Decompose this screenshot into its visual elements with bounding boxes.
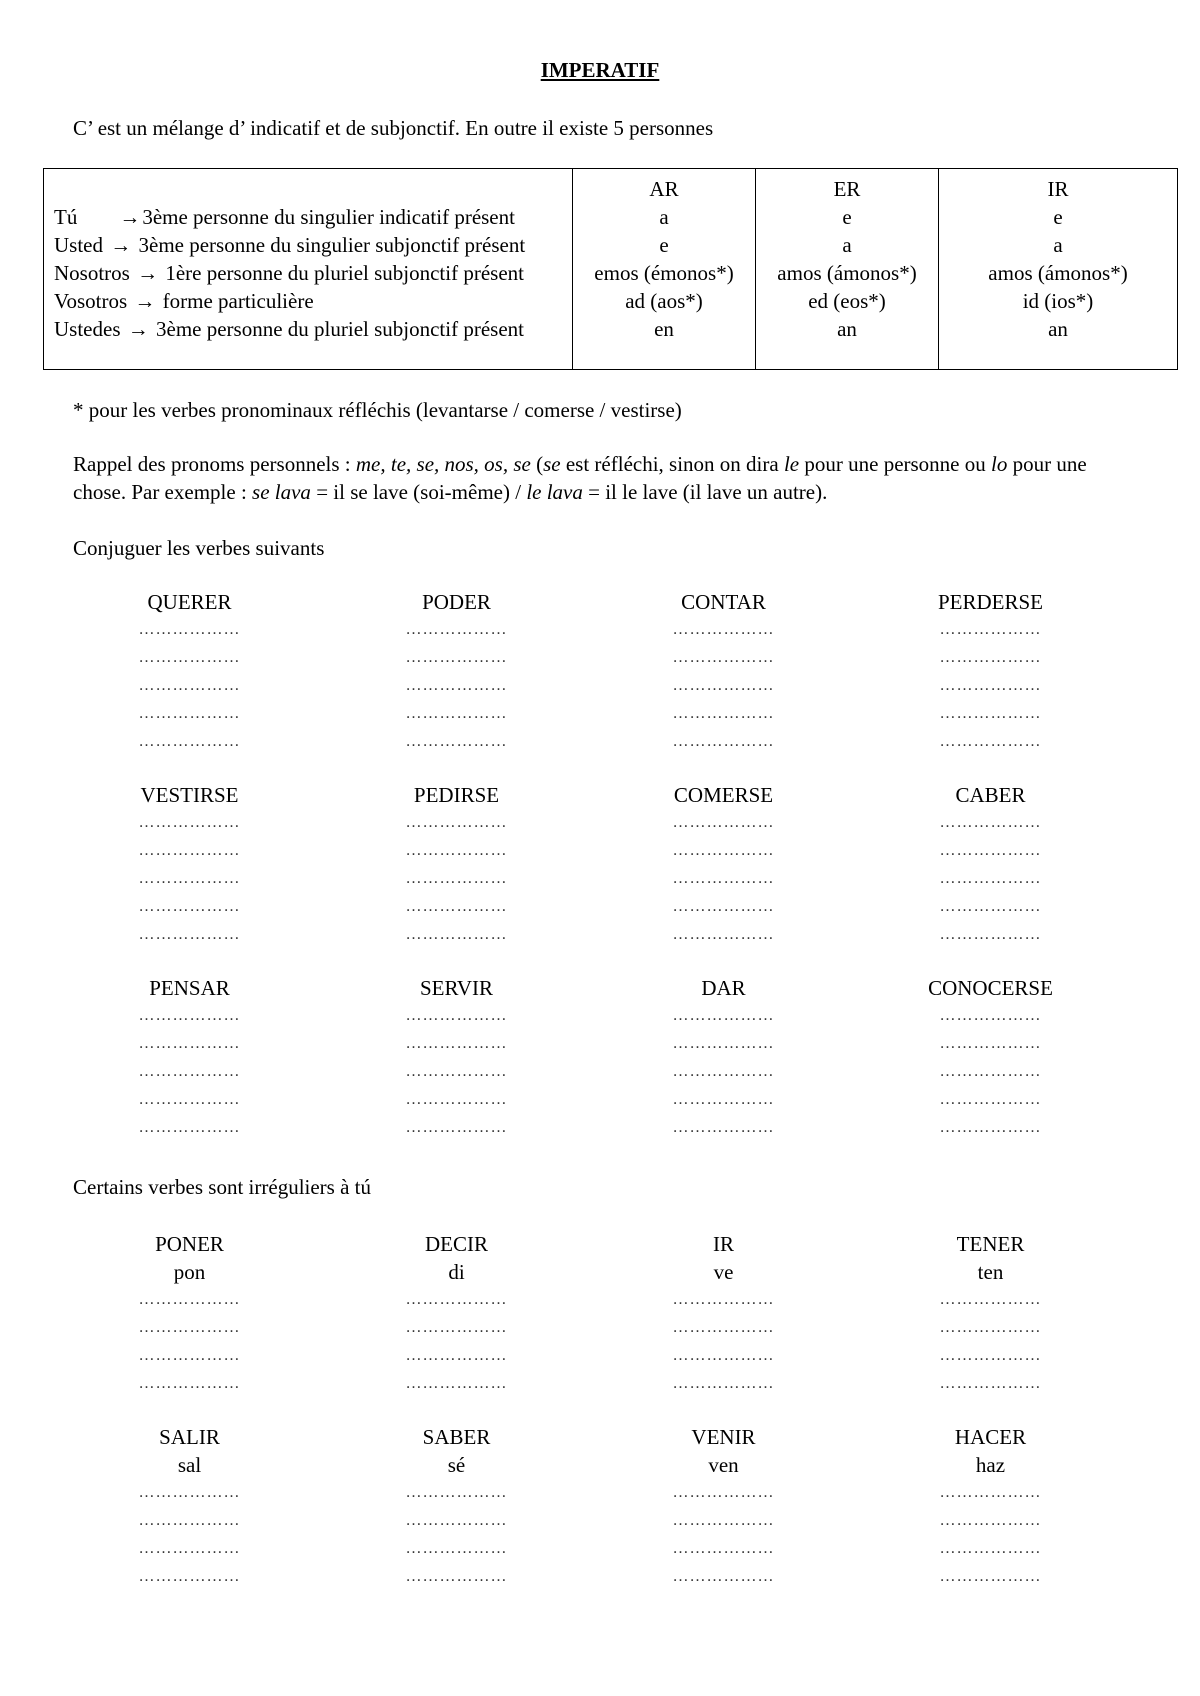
- answer-line[interactable]: ………………: [672, 1119, 775, 1136]
- answer-line[interactable]: ………………: [405, 705, 508, 722]
- tu-form: ven: [708, 1453, 739, 1477]
- answer-line[interactable]: ………………: [405, 1035, 508, 1052]
- verb-name: SERVIR: [420, 976, 493, 1000]
- irregular-verb-grid: [56, 1230, 1126, 1616]
- arrow-icon: →: [119, 205, 141, 229]
- verb-name: SALIR: [159, 1425, 220, 1449]
- answer-line[interactable]: ………………: [405, 1568, 508, 1585]
- answer-line[interactable]: ………………: [672, 870, 775, 887]
- answer-line[interactable]: ………………: [672, 1484, 775, 1501]
- verb-row: [56, 781, 1126, 974]
- verb-name: CABER: [955, 783, 1026, 807]
- tu-form: sé: [447, 1453, 466, 1477]
- irregular-cell: [56, 1230, 323, 1398]
- irregular-cell: [323, 1230, 590, 1398]
- answer-line[interactable]: ………………: [138, 1119, 241, 1136]
- irregular-cell: [56, 1423, 323, 1591]
- row-nosotros: Nosotros → 1ère personne du pluriel subjonctif présent: [54, 261, 524, 285]
- answer-line[interactable]: ………………: [405, 649, 508, 666]
- answer-line[interactable]: ………………: [939, 1512, 1042, 1529]
- ar-column: AR a e emos (émonos*) ad (aos*) en: [573, 169, 756, 370]
- answer-line[interactable]: ………………: [672, 1319, 775, 1336]
- verb-exercise-grid: [56, 588, 1126, 1167]
- verb-name: PODER: [422, 590, 491, 614]
- answer-line[interactable]: ………………: [939, 1375, 1042, 1392]
- answer-line[interactable]: ………………: [939, 1540, 1042, 1557]
- answer-line[interactable]: ………………: [939, 926, 1042, 943]
- irregular-cell: [857, 1423, 1124, 1591]
- answer-line[interactable]: ………………: [672, 705, 775, 722]
- answer-line[interactable]: ………………: [939, 898, 1042, 915]
- arrow-icon: →: [137, 261, 159, 285]
- verb-name: HACER: [954, 1425, 1027, 1449]
- answer-line[interactable]: ………………: [138, 1347, 241, 1364]
- irregular-cell: [857, 1230, 1124, 1398]
- row-vosotros: Vosotros → forme particulière: [54, 289, 314, 313]
- arrow-icon: →: [134, 289, 156, 313]
- tu-form: pon: [173, 1260, 206, 1284]
- irregular-cell: [590, 1230, 857, 1398]
- answer-line[interactable]: ………………: [138, 1512, 241, 1529]
- answer-line[interactable]: ………………: [138, 705, 241, 722]
- answer-line[interactable]: ………………: [672, 1291, 775, 1308]
- pronoun-column: [44, 169, 573, 370]
- verb-name: SABER: [422, 1425, 491, 1449]
- answer-line[interactable]: ………………: [405, 1484, 508, 1501]
- answer-line[interactable]: ………………: [405, 1291, 508, 1308]
- answer-line[interactable]: ………………: [405, 842, 508, 859]
- verb-name: QUERER: [147, 590, 232, 614]
- irregular-row: [56, 1230, 1126, 1423]
- answer-line[interactable]: ………………: [672, 621, 775, 638]
- answer-line[interactable]: ………………: [405, 1063, 508, 1080]
- answer-line[interactable]: ………………: [672, 926, 775, 943]
- verb-cell: [56, 974, 323, 1142]
- answer-line[interactable]: ………………: [939, 1319, 1042, 1336]
- answer-line[interactable]: ………………: [672, 1375, 775, 1392]
- answer-line[interactable]: ………………: [672, 1568, 775, 1585]
- row-usted: Usted → 3ème personne du singulier subjonctif présent: [54, 233, 526, 257]
- conjugate-heading: Conjuguer les verbes suivants: [73, 536, 325, 560]
- verb-name: COMERSE: [673, 783, 774, 807]
- answer-line[interactable]: ………………: [138, 870, 241, 887]
- verb-name: CONOCERSE: [928, 976, 1053, 1000]
- answer-line[interactable]: ………………: [939, 1063, 1042, 1080]
- irregular-row: [56, 1423, 1126, 1616]
- row-ustedes: Ustedes → 3ème personne du pluriel subjonctif présent: [54, 317, 524, 341]
- verb-name: IR: [713, 1232, 734, 1256]
- ir-column: IR e a amos (ámonos*) id (ios*) an: [939, 169, 1178, 370]
- answer-line[interactable]: ………………: [405, 1319, 508, 1336]
- answer-line[interactable]: ………………: [672, 842, 775, 859]
- verb-cell: [590, 781, 857, 949]
- answer-line[interactable]: ………………: [672, 677, 775, 694]
- answer-line[interactable]: ………………: [939, 814, 1042, 831]
- answer-line[interactable]: ………………: [672, 1063, 775, 1080]
- tu-form: haz: [975, 1453, 1006, 1477]
- answer-line[interactable]: ………………: [939, 1347, 1042, 1364]
- verb-name: VENIR: [691, 1425, 756, 1449]
- answer-line[interactable]: ………………: [405, 1007, 508, 1024]
- answer-line[interactable]: ………………: [405, 1347, 508, 1364]
- answer-line[interactable]: ………………: [138, 649, 241, 666]
- verb-cell: [590, 974, 857, 1142]
- answer-line[interactable]: ………………: [138, 1319, 241, 1336]
- answer-line[interactable]: ………………: [939, 1035, 1042, 1052]
- verb-name: DECIR: [425, 1232, 488, 1256]
- answer-line[interactable]: ………………: [939, 621, 1042, 638]
- page-title: IMPERATIF: [540, 58, 660, 82]
- answer-line[interactable]: ………………: [138, 1484, 241, 1501]
- answer-line[interactable]: ………………: [138, 1568, 241, 1585]
- verb-row: [56, 588, 1126, 781]
- verb-name: DAR: [701, 976, 746, 1000]
- answer-line[interactable]: ………………: [405, 677, 508, 694]
- verb-name: PEDIRSE: [413, 783, 500, 807]
- answer-line[interactable]: ………………: [405, 621, 508, 638]
- verb-cell: [323, 588, 590, 756]
- answer-line[interactable]: ………………: [405, 926, 508, 943]
- answer-line[interactable]: ………………: [138, 814, 241, 831]
- irregular-cell: [323, 1423, 590, 1591]
- conjugation-table: [43, 168, 1178, 370]
- answer-line[interactable]: ………………: [138, 1375, 241, 1392]
- answer-line[interactable]: ………………: [672, 814, 775, 831]
- answer-line[interactable]: ………………: [939, 870, 1042, 887]
- tu-form: ve: [713, 1260, 734, 1284]
- answer-line[interactable]: ………………: [672, 1035, 775, 1052]
- answer-line[interactable]: ………………: [939, 842, 1042, 859]
- answer-line[interactable]: ………………: [939, 705, 1042, 722]
- row-tu: Tú →3ème personne du singulier indicatif présent: [54, 205, 515, 229]
- answer-line[interactable]: ………………: [939, 1568, 1042, 1585]
- answer-line[interactable]: ………………: [138, 621, 241, 638]
- answer-line[interactable]: ………………: [672, 649, 775, 666]
- answer-line[interactable]: ………………: [672, 1540, 775, 1557]
- tu-form: sal: [177, 1453, 202, 1477]
- intro-text: C’ est un mélange d’ indicatif et de subjonctif. En outre il existe 5 personnes: [73, 116, 714, 140]
- answer-line[interactable]: ………………: [405, 1512, 508, 1529]
- answer-line[interactable]: ………………: [138, 1291, 241, 1308]
- answer-line[interactable]: ………………: [138, 842, 241, 859]
- answer-line[interactable]: ………………: [939, 1007, 1042, 1024]
- tu-form: ten: [977, 1260, 1004, 1284]
- answer-line[interactable]: ………………: [672, 898, 775, 915]
- answer-line[interactable]: ………………: [138, 1007, 241, 1024]
- answer-line[interactable]: ………………: [138, 677, 241, 694]
- verb-cell: [857, 781, 1124, 949]
- arrow-icon: →: [127, 317, 149, 341]
- answer-line[interactable]: ………………: [939, 1119, 1042, 1136]
- answer-line[interactable]: ………………: [138, 898, 241, 915]
- answer-line[interactable]: ………………: [138, 1035, 241, 1052]
- answer-line[interactable]: ………………: [939, 1091, 1042, 1108]
- answer-line[interactable]: ………………: [405, 733, 508, 750]
- arrow-icon: →: [110, 233, 132, 257]
- answer-line[interactable]: ………………: [672, 1091, 775, 1108]
- verb-name: PERDERSE: [937, 590, 1044, 614]
- answer-line[interactable]: ………………: [138, 733, 241, 750]
- verb-cell: [857, 974, 1124, 1142]
- answer-line[interactable]: ………………: [405, 1375, 508, 1392]
- tu-form: di: [448, 1260, 465, 1284]
- pronoun-reminder: Rappel des pronoms personnels : me, te, se, nos, os, se (se est réfléchi, sinon on dira le pour une personne ou lo pour une chose. Par exemple : se lava = il se lave (soi-même) / le lava = il le lave (il lave un autre).: [73, 452, 1087, 504]
- answer-line[interactable]: ………………: [672, 1347, 775, 1364]
- verb-cell: [323, 974, 590, 1142]
- answer-line[interactable]: ………………: [939, 1291, 1042, 1308]
- verb-cell: [323, 781, 590, 949]
- verb-name: PENSAR: [149, 976, 230, 1000]
- answer-line[interactable]: ………………: [672, 1512, 775, 1529]
- answer-line[interactable]: ………………: [138, 926, 241, 943]
- verb-cell: [590, 588, 857, 756]
- verb-cell: [56, 781, 323, 949]
- answer-line[interactable]: ………………: [138, 1091, 241, 1108]
- answer-line[interactable]: ………………: [939, 1484, 1042, 1501]
- answer-line[interactable]: ………………: [672, 1007, 775, 1024]
- answer-line[interactable]: ………………: [939, 649, 1042, 666]
- answer-line[interactable]: ………………: [138, 1063, 241, 1080]
- verb-cell: [56, 588, 323, 756]
- footnote: * pour les verbes pronominaux réfléchis (levantarse / comerse / vestirse): [73, 398, 682, 422]
- verb-name: PONER: [155, 1232, 224, 1256]
- verb-cell: [857, 588, 1124, 756]
- answer-line[interactable]: ………………: [672, 733, 775, 750]
- answer-line[interactable]: ………………: [939, 677, 1042, 694]
- er-column: ER e a amos (ámonos*) ed (eos*) an: [756, 169, 939, 370]
- answer-line[interactable]: ………………: [939, 733, 1042, 750]
- answer-line[interactable]: ………………: [405, 1091, 508, 1108]
- answer-line[interactable]: ………………: [405, 814, 508, 831]
- verb-name: CONTAR: [681, 590, 766, 614]
- irregular-heading: Certains verbes sont irréguliers à tú: [73, 1175, 371, 1199]
- answer-line[interactable]: ………………: [405, 1540, 508, 1557]
- answer-line[interactable]: ………………: [405, 870, 508, 887]
- answer-line[interactable]: ………………: [405, 1119, 508, 1136]
- irregular-cell: [590, 1423, 857, 1591]
- answer-line[interactable]: ………………: [405, 898, 508, 915]
- answer-line[interactable]: ………………: [138, 1540, 241, 1557]
- verb-row: [56, 974, 1126, 1167]
- verb-name: VESTIRSE: [140, 783, 239, 807]
- verb-name: TENER: [956, 1232, 1025, 1256]
